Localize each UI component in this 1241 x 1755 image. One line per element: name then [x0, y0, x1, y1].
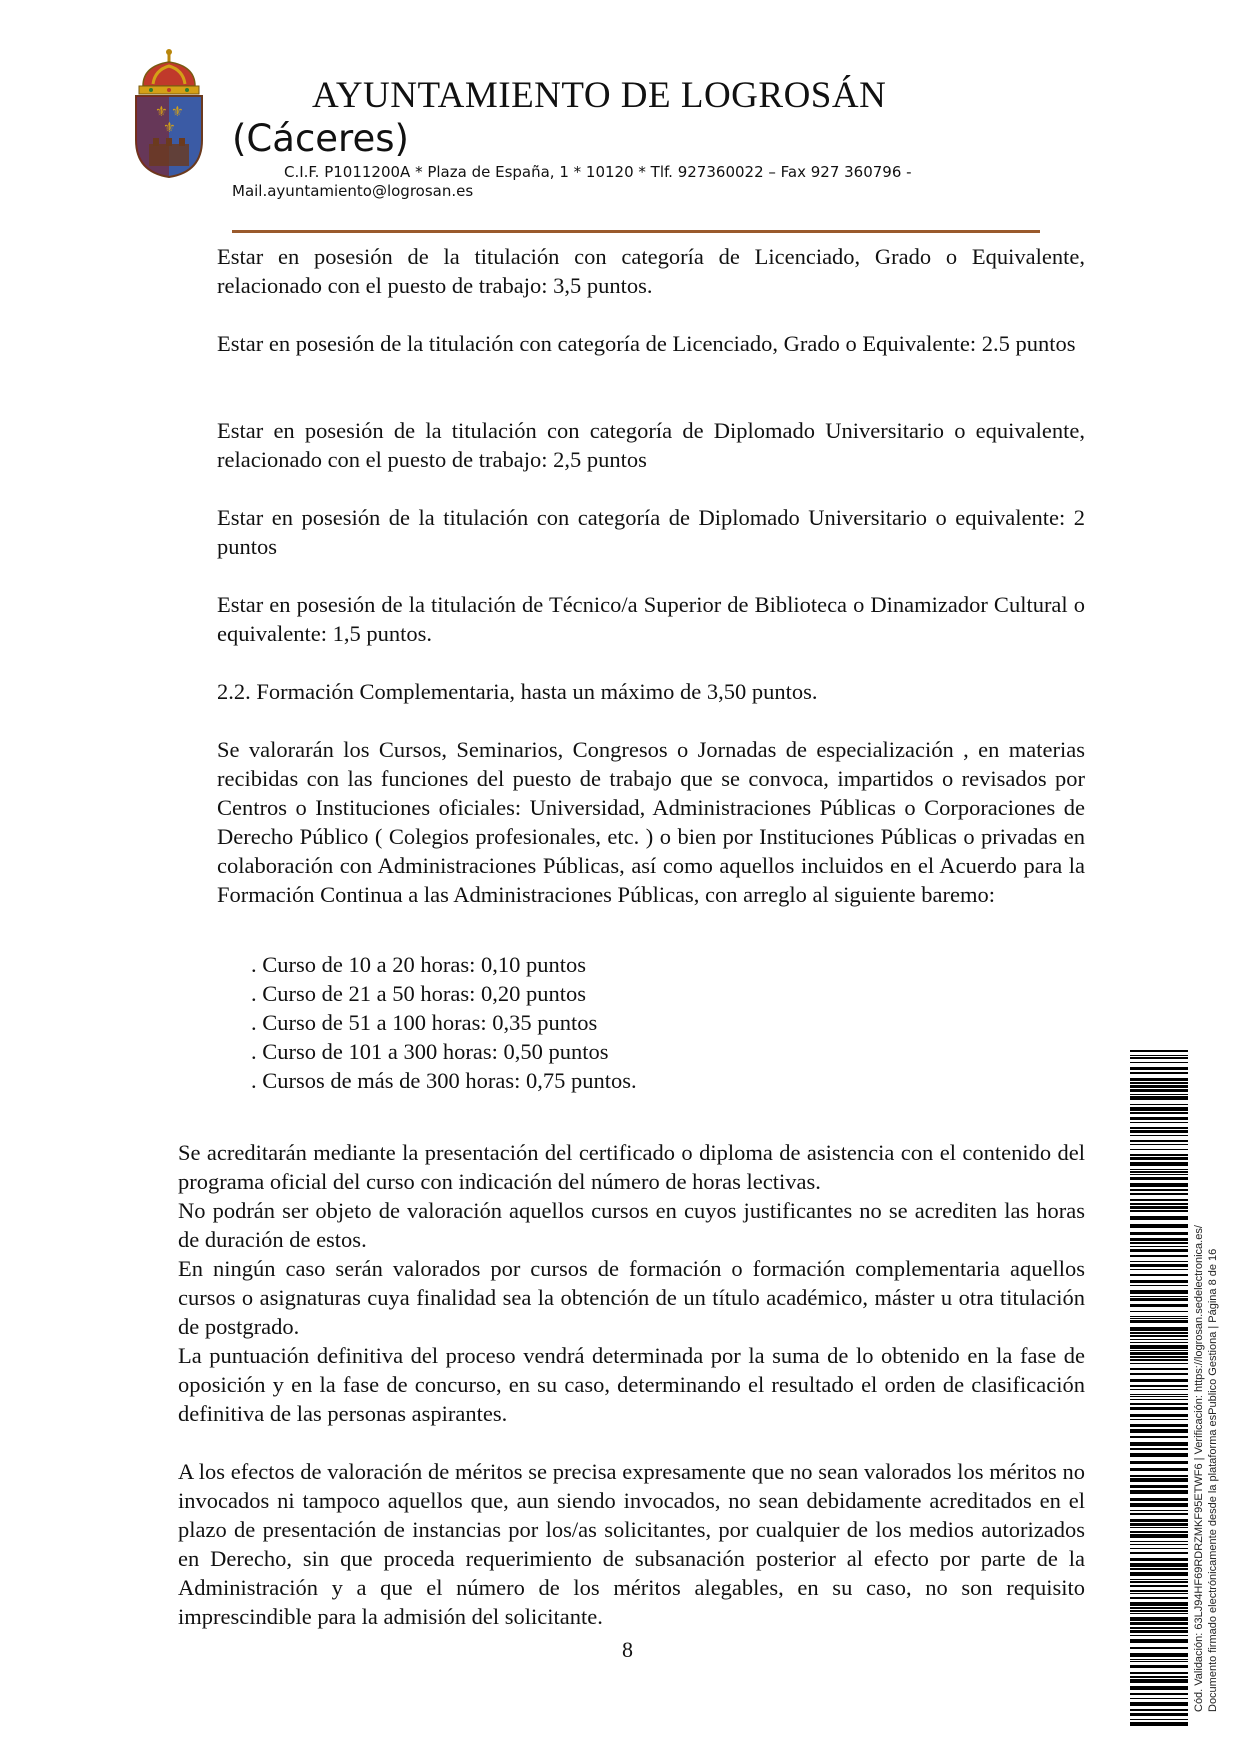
paragraph-acreditacion: Se acreditarán mediante la presentación del certificado o diploma de asistencia con el contenido del programa oficial del curso con indicación del número de horas lectivas. [178, 1140, 1085, 1194]
coat-of-arms-icon [133, 48, 205, 178]
paragraph-licenciado: Estar en posesión de la titulación con categoría de Licenciado, Grado o Equivalente: 2.5 puntos [217, 331, 1076, 356]
barcode-icon [1130, 1050, 1188, 1730]
paragraph-diplomado-relacionado: Estar en posesión de la titulación con categoría de Diplomado Universitario o equivalente, relacionado con el puesto de trabajo: 2,5 puntos [217, 418, 1085, 472]
section-heading-formacion: 2.2. Formación Complementaria, hasta un máximo de 3,50 puntos. [217, 679, 818, 704]
paragraph-diplomado: Estar en posesión de la titulación con categoría de Diplomado Universitario o equivalente: 2 puntos [217, 505, 1085, 559]
paragraph-exclusion-titulos: En ningún caso serán valorados por cursos de formación o formación complementaria aquellos cursos o asignaturas cuya finalidad sea la obtención de un título académico, máster u otra titulación de postgrado. [178, 1256, 1085, 1339]
paragraph-justificantes: No podrán ser objeto de valoración aquellos cursos en cuyos justificantes no se acrediten las horas de duración de estos. [178, 1198, 1085, 1252]
list-item: . Curso de 21 a 50 horas: 0,20 puntos [251, 981, 586, 1006]
validation-line-2: Documento firmado electrónicamente desde la plataforma esPublico Gestiona | Página 8 de 16 [1207, 1248, 1219, 1712]
email-line: Mail.ayuntamiento@logrosan.es [232, 182, 474, 200]
list-item: . Curso de 101 a 300 horas: 0,50 puntos [251, 1039, 609, 1064]
list-item: . Curso de 10 a 20 horas: 0,10 puntos [251, 952, 586, 977]
province-subtitle: (Cáceres) [232, 117, 409, 160]
paragraph-licenciado-relacionado: Estar en posesión de la titulación con categoría de Licenciado, Grado o Equivalente, relacionado con el puesto de trabajo: 3,5 puntos. [217, 244, 1085, 298]
header-divider [232, 230, 1040, 233]
validation-text [1192, 1052, 1220, 1712]
paragraph-meritos: A los efectos de valoración de méritos se precisa expresamente que no sean valorados los méritos no invocados ni tampoco aquellos que, aun siendo invocados, no sean debidamente acreditados en el plazo de presentación de instancias por los/as solicitantes, por cualquier de los medios autorizados en Derecho, sin que proceda requerimiento de subsanación posterior al efecto por parte de la Administración y a que el número de los méritos alegables, en su caso, no son requisito imprescindible para la admisión del solicitante. [178, 1459, 1085, 1629]
contact-line: C.I.F. P1011200A * Plaza de España, 1 * 10120 * Tlf. 927360022 – Fax 927 360796 - [284, 163, 912, 181]
svg-text:⚜: ⚜ [155, 104, 168, 120]
paragraph-tecnico-superior: Estar en posesión de la titulación de Técnico/a Superior de Biblioteca o Dinamizador Cultural o equivalente: 1,5 puntos. [217, 592, 1085, 646]
municipality-title: AYUNTAMIENTO DE LOGROSÁN [312, 75, 887, 116]
baremo-list [251, 950, 637, 1095]
list-item: . Cursos de más de 300 horas: 0,75 puntos. [251, 1068, 637, 1093]
svg-text:⚜: ⚜ [163, 120, 176, 136]
validation-line-1: Cód. Validación: 63LJ94HF69RDRZMKF95ETWF6 | Verificación: https://logrosan.sedelectronica.es/ [1193, 1225, 1205, 1712]
paragraph-puntuacion-definitiva: La puntuación definitiva del proceso vendrá determinada por la suma de lo obtenido en la fase de oposición y en la fase de concurso, en su caso, determinando el resultado el orden de clasificación definitiva de las personas aspirantes. [178, 1343, 1085, 1426]
page-number: 8 [622, 1637, 633, 1662]
svg-text:⚜: ⚜ [171, 104, 184, 120]
list-item: . Curso de 51 a 100 horas: 0,35 puntos [251, 1010, 598, 1035]
paragraph-cursos-valorables: Se valorarán los Cursos, Seminarios, Congresos o Jornadas de especialización , en materias recibidas con las funciones del puesto de trabajo que se convoca, impartidos o revisados por Centros o Instituciones oficiales: Universidad, Administraciones Públicas o Corporaciones de Derecho Público ( Colegios profesionales, etc. ) o bien por Instituciones Públicas o privadas en colaboración con Administraciones Públicas, así como aquellos incluidos en el Acuerdo para la Formación Continua a las Administraciones Públicas, con arreglo al siguiente baremo: [217, 737, 1085, 907]
